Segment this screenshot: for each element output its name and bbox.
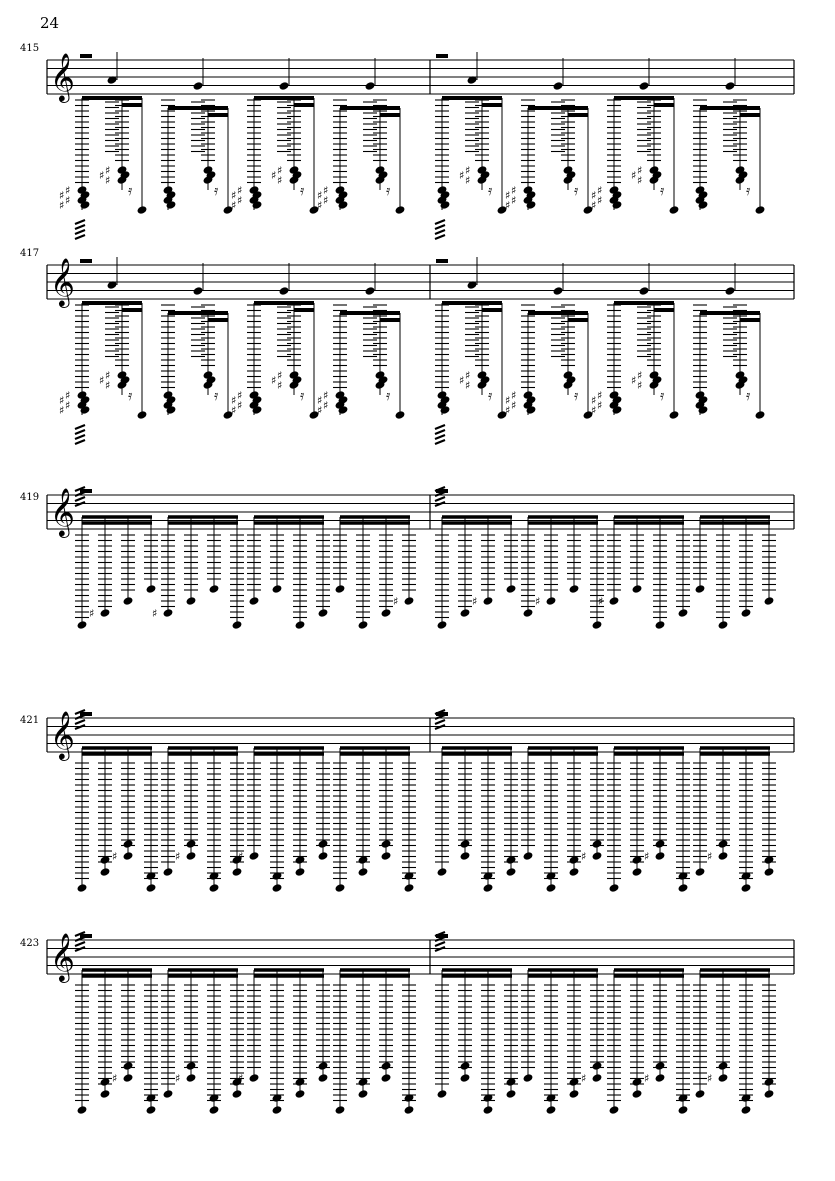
sharp-accidental: ♯ (323, 184, 329, 197)
sharp-accidental: ♯ (597, 194, 603, 207)
notehead (591, 851, 602, 861)
notehead (677, 1105, 688, 1115)
notehead (545, 1105, 556, 1115)
melody-notehead (724, 81, 735, 91)
measure-number-421: 421 (20, 715, 40, 726)
notehead (403, 1105, 414, 1115)
notehead (545, 883, 556, 893)
eighth-rest-icon: 𝄿 (128, 183, 133, 199)
sharp-accidental: ♯ (505, 404, 511, 417)
notehead (694, 584, 705, 594)
sharp-accidental: ♯ (631, 169, 637, 182)
sharp-accidental: ♯ (591, 189, 597, 202)
tremolo-slash (75, 235, 85, 239)
eighth-rest-icon: 𝄿 (386, 388, 391, 404)
notehead (162, 867, 173, 877)
chord-notehead (459, 1061, 470, 1071)
bass-notehead (754, 205, 765, 215)
notehead (677, 883, 688, 893)
notehead (608, 596, 619, 606)
sharp-accidental: ♯ (644, 1072, 650, 1085)
notehead (271, 883, 282, 893)
notehead (740, 1105, 751, 1115)
tremolo-slash (75, 440, 85, 444)
melody-notehead (724, 286, 735, 296)
notehead (717, 851, 728, 861)
notehead (677, 608, 688, 618)
sharp-accidental: ♯ (231, 394, 237, 407)
tremolo-slash (435, 425, 445, 429)
sharp-accidental: ♯ (459, 374, 465, 387)
notehead (522, 851, 533, 861)
treble-clef-icon: 𝄞 (50, 52, 75, 101)
notehead (334, 883, 345, 893)
sharp-accidental: ♯ (317, 189, 323, 202)
tremolo-slash (435, 225, 445, 229)
notehead (505, 1089, 516, 1099)
notehead (631, 867, 642, 877)
sharp-accidental: ♯ (237, 194, 243, 207)
eighth-rest-icon: 𝄿 (660, 388, 665, 404)
chord-notehead (380, 1061, 391, 1071)
chord-notehead (122, 839, 133, 849)
notehead (231, 620, 242, 630)
notehead (505, 584, 516, 594)
sharp-accidental: ♯ (238, 850, 244, 863)
notehead (208, 1105, 219, 1115)
sharp-accidental: ♯ (465, 369, 471, 382)
tremolo-slash (435, 497, 445, 501)
measure-number-419: 419 (20, 492, 40, 503)
notehead (76, 620, 87, 630)
notehead (334, 584, 345, 594)
sharp-accidental: ♯ (65, 184, 71, 197)
sharp-accidental: ♯ (65, 399, 71, 412)
tremolo-slash (75, 430, 85, 434)
notehead (545, 596, 556, 606)
notehead (436, 620, 447, 630)
tremolo-slash (75, 720, 85, 724)
measure-number-415: 415 (20, 43, 40, 54)
sharp-accidental: ♯ (581, 1072, 587, 1085)
notehead (99, 867, 110, 877)
notehead (436, 1089, 447, 1099)
eighth-rest-icon: 𝄿 (214, 183, 219, 199)
eighth-rest-icon: 𝄿 (386, 183, 391, 199)
notehead (380, 1073, 391, 1083)
tremolo-slash (75, 942, 85, 946)
sharp-accidental: ♯ (581, 850, 587, 863)
bass-notehead (394, 410, 405, 420)
eighth-rest-icon: 𝄿 (488, 388, 493, 404)
sharp-accidental: ♯ (105, 164, 111, 177)
sharp-accidental: ♯ (707, 850, 713, 863)
sharp-accidental: ♯ (505, 199, 511, 212)
bass-notehead (136, 205, 147, 215)
melody-notehead (638, 81, 649, 91)
notehead (763, 1089, 774, 1099)
melody-notehead (278, 81, 289, 91)
tremolo-slash (435, 440, 445, 444)
notehead (122, 596, 133, 606)
sharp-accidental: ♯ (644, 850, 650, 863)
treble-clef-icon: 𝄞 (50, 932, 75, 981)
notehead (763, 596, 774, 606)
sharp-accidental: ♯ (505, 394, 511, 407)
tremolo-slash (435, 230, 445, 234)
sharp-accidental: ♯ (323, 194, 329, 207)
sharp-accidental: ♯ (59, 394, 65, 407)
notehead (357, 620, 368, 630)
measure-number-423: 423 (20, 938, 40, 949)
tremolo-slash (75, 230, 85, 234)
notehead (608, 1105, 619, 1115)
chord-notehead (654, 839, 665, 849)
sharp-accidental: ♯ (59, 189, 65, 202)
notehead (162, 1089, 173, 1099)
notehead (231, 867, 242, 877)
notehead (482, 883, 493, 893)
sharp-accidental: ♯ (59, 404, 65, 417)
sharp-accidental: ♯ (707, 1072, 713, 1085)
notehead (99, 1089, 110, 1099)
sharp-accidental: ♯ (393, 595, 399, 608)
sharp-accidental: ♯ (591, 404, 597, 417)
notehead (608, 883, 619, 893)
notehead (654, 1073, 665, 1083)
whole-rest (436, 54, 448, 58)
melody-notehead (552, 286, 563, 296)
sharp-accidental: ♯ (231, 189, 237, 202)
tremolo-slash (435, 235, 445, 239)
notehead (568, 867, 579, 877)
notehead (99, 608, 110, 618)
sharp-accidental: ♯ (511, 184, 517, 197)
notehead (654, 620, 665, 630)
sharp-accidental: ♯ (465, 379, 471, 392)
melody-notehead (638, 286, 649, 296)
sharp-accidental: ♯ (277, 369, 283, 382)
sharp-accidental: ♯ (591, 199, 597, 212)
sharp-accidental: ♯ (271, 374, 277, 387)
notehead (145, 584, 156, 594)
eighth-rest-icon: 𝄿 (300, 183, 305, 199)
sharp-accidental: ♯ (112, 850, 118, 863)
sharp-accidental: ♯ (465, 174, 471, 187)
eighth-rest-icon: 𝄿 (746, 183, 751, 199)
sharp-accidental: ♯ (317, 404, 323, 417)
sharp-accidental: ♯ (631, 374, 637, 387)
sharp-accidental: ♯ (597, 399, 603, 412)
notehead (76, 1105, 87, 1115)
notehead (631, 584, 642, 594)
notehead (459, 851, 470, 861)
sharp-accidental: ♯ (277, 379, 283, 392)
sharp-accidental: ♯ (317, 394, 323, 407)
tremolo-slash (435, 720, 445, 724)
sharp-accidental: ♯ (65, 194, 71, 207)
notehead (522, 608, 533, 618)
tremolo-slash (75, 497, 85, 501)
sharp-accidental: ♯ (237, 399, 243, 412)
sharp-accidental: ♯ (65, 389, 71, 402)
melody-notehead (278, 286, 289, 296)
notehead (122, 851, 133, 861)
melody-notehead (364, 286, 375, 296)
sharp-accidental: ♯ (112, 1072, 118, 1085)
treble-clef-icon: 𝄞 (50, 710, 75, 759)
sharp-accidental: ♯ (105, 174, 111, 187)
sharp-accidental: ♯ (637, 369, 643, 382)
bass-notehead (668, 410, 679, 420)
notehead (654, 851, 665, 861)
chord-notehead (717, 1061, 728, 1071)
chord-notehead (591, 839, 602, 849)
eighth-rest-icon: 𝄿 (214, 388, 219, 404)
notehead (76, 883, 87, 893)
sharp-accidental: ♯ (175, 1072, 181, 1085)
bass-notehead (136, 410, 147, 420)
sharp-accidental: ♯ (511, 194, 517, 207)
sharp-accidental: ♯ (237, 184, 243, 197)
sharp-accidental: ♯ (105, 369, 111, 382)
sharp-accidental: ♯ (459, 169, 465, 182)
notehead (459, 1073, 470, 1083)
sharp-accidental: ♯ (535, 595, 541, 608)
sharp-accidental: ♯ (89, 607, 95, 620)
treble-clef-icon: 𝄞 (50, 257, 75, 306)
sharp-accidental: ♯ (59, 199, 65, 212)
chord-notehead (591, 1061, 602, 1071)
tremolo-slash (435, 435, 445, 439)
sharp-accidental: ♯ (175, 850, 181, 863)
sharp-accidental: ♯ (237, 389, 243, 402)
sharp-accidental: ♯ (99, 374, 105, 387)
eighth-rest-icon: 𝄿 (300, 388, 305, 404)
notehead (717, 620, 728, 630)
notehead (403, 883, 414, 893)
sharp-accidental: ♯ (637, 164, 643, 177)
notehead (145, 1105, 156, 1115)
melody-notehead (364, 81, 375, 91)
sharp-accidental: ♯ (271, 169, 277, 182)
notehead (357, 1089, 368, 1099)
tremolo-slash (75, 435, 85, 439)
melody-notehead (552, 81, 563, 91)
notehead (248, 1073, 259, 1083)
treble-clef-icon: 𝄞 (50, 487, 75, 536)
notehead (248, 851, 259, 861)
sharp-accidental: ♯ (152, 607, 158, 620)
notehead (403, 596, 414, 606)
sharp-accidental: ♯ (277, 174, 283, 187)
eighth-rest-icon: 𝄿 (574, 388, 579, 404)
notehead (591, 1073, 602, 1083)
sharp-accidental: ♯ (465, 164, 471, 177)
sharp-accidental: ♯ (238, 1072, 244, 1085)
sharp-accidental: ♯ (231, 199, 237, 212)
notehead (740, 883, 751, 893)
notehead (482, 1105, 493, 1115)
notehead (208, 584, 219, 594)
notehead (380, 851, 391, 861)
notehead (505, 867, 516, 877)
notehead (522, 1073, 533, 1083)
chord-notehead (654, 1061, 665, 1071)
eighth-rest-icon: 𝄿 (660, 183, 665, 199)
tremolo-slash (75, 425, 85, 429)
sharp-accidental: ♯ (591, 394, 597, 407)
chord-notehead (717, 839, 728, 849)
notehead (694, 867, 705, 877)
notehead (334, 1105, 345, 1115)
notehead (294, 867, 305, 877)
notehead (271, 584, 282, 594)
sharp-accidental: ♯ (472, 595, 478, 608)
sharp-accidental: ♯ (598, 595, 604, 608)
eighth-rest-icon: 𝄿 (128, 388, 133, 404)
sharp-accidental: ♯ (637, 379, 643, 392)
notehead (740, 608, 751, 618)
notehead (271, 1105, 282, 1115)
bass-notehead (394, 205, 405, 215)
tremolo-slash (75, 220, 85, 224)
eighth-rest-icon: 𝄿 (746, 388, 751, 404)
notehead (248, 596, 259, 606)
notehead (694, 1089, 705, 1099)
chord-notehead (459, 839, 470, 849)
sharp-accidental: ♯ (323, 399, 329, 412)
melody-notehead (192, 286, 203, 296)
sharp-accidental: ♯ (637, 174, 643, 187)
chord-notehead (185, 839, 196, 849)
notehead (459, 608, 470, 618)
notehead (436, 867, 447, 877)
chord-notehead (185, 1061, 196, 1071)
sharp-accidental: ♯ (505, 189, 511, 202)
eighth-rest-icon: 𝄿 (488, 183, 493, 199)
chord-notehead (380, 839, 391, 849)
eighth-rest-icon: 𝄿 (574, 183, 579, 199)
notehead (717, 1073, 728, 1083)
notehead (591, 620, 602, 630)
notehead (185, 1073, 196, 1083)
tremolo-slash (435, 942, 445, 946)
sharp-accidental: ♯ (277, 164, 283, 177)
notehead (185, 851, 196, 861)
sharp-accidental: ♯ (511, 389, 517, 402)
measure-number-417: 417 (20, 248, 40, 259)
notehead (208, 883, 219, 893)
sharp-accidental: ♯ (105, 379, 111, 392)
notehead (317, 608, 328, 618)
notehead (231, 1089, 242, 1099)
melody-notehead (192, 81, 203, 91)
chord-notehead (122, 1061, 133, 1071)
notehead (145, 883, 156, 893)
sharp-accidental: ♯ (99, 169, 105, 182)
notehead (185, 596, 196, 606)
tremolo-slash (75, 225, 85, 229)
sharp-accidental: ♯ (323, 389, 329, 402)
notehead (317, 851, 328, 861)
tremolo-slash (435, 430, 445, 434)
notehead (317, 1073, 328, 1083)
chord-notehead (317, 839, 328, 849)
whole-rest (436, 259, 448, 263)
notehead (568, 1089, 579, 1099)
notehead (568, 584, 579, 594)
notehead (294, 620, 305, 630)
notehead (122, 1073, 133, 1083)
sharp-accidental: ♯ (317, 199, 323, 212)
chord-notehead (317, 1061, 328, 1071)
notehead (357, 867, 368, 877)
notehead (162, 608, 173, 618)
sharp-accidental: ♯ (597, 389, 603, 402)
sharp-accidental: ♯ (597, 184, 603, 197)
tremolo-slash (435, 220, 445, 224)
page-number: 24 (40, 14, 60, 32)
sharp-accidental: ♯ (231, 404, 237, 417)
notehead (294, 1089, 305, 1099)
whole-rest (80, 54, 92, 58)
whole-rest (80, 259, 92, 263)
notehead (763, 867, 774, 877)
bass-notehead (754, 410, 765, 420)
notehead (380, 608, 391, 618)
bass-notehead (668, 205, 679, 215)
notehead (631, 1089, 642, 1099)
notehead (482, 596, 493, 606)
sharp-accidental: ♯ (511, 399, 517, 412)
